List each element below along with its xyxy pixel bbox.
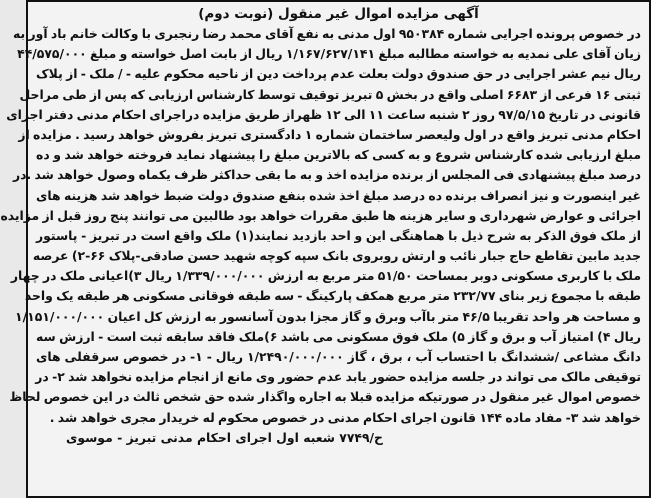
- notice-line: قانونی در تاریخ ۹۷/۵/۱۵ روز ۲ شنبه ساعت ۱۱ الی ۱۲ ظهراز طریق مزایده دراجرای احکام مدنی دفتر اجرای: [6, 106, 641, 122]
- notice-line: اجرائی و عوارض شهرداری و سایر هزینه ها طبق مقررات خواهد بود طالبین می توانند پنج روز قبل از مزایده: [0, 207, 641, 223]
- notice-line: ثبتی ۱۶ فرعی از ۶۶۸۳ اصلی واقع در بخش ۵ تبریز توقیف توسط کارشناس ارزیابی که پس از طی مراحل: [19, 86, 641, 102]
- notice-line: توقیفی مالک می تواند در جلسه مزایده حضور یابد عدم حضور وی مانع از انجام مزایده نخواهد شد ۲- در: [35, 369, 641, 385]
- notice-line: ملک با کاربری مسکونی دوبر بمساحت ۵۱/۵۰ متر مربع به ارزش ۱/۳۳۹/۰۰۰/۰۰۰ ریال ۳)اعیانی ملک در چهار: [10, 268, 641, 284]
- notice-line: جدید مابین تقاطع حاج جبار نائب و ارتش روبروی بانک سپه کوچه شهید حسن صادقی-پلاک ۶۶-۲) عرصه: [32, 248, 641, 264]
- notice-line: از ملک فوق الذکر به شرح ذیل با هماهنگی این و احد بازدید نمایند(۱) ملک واقع است در تبریز - پاستور: [36, 227, 642, 243]
- notice-body: [0, 24, 642, 428]
- notice-line: در خصوص پرونده اجرایی شماره ۹۵۰۳۸۴ اول مدنی به نفع آقای محمد رضا رنجبری با وکالت خانم باد آور به: [13, 26, 641, 41]
- notice-line: درصد مبلغ پیشنهادی فی المجلس از برنده مزایده اخذ و به ما بقی حداکثر ظرف یکماه وصول خواهد شد .در: [12, 167, 641, 183]
- notice-line: ریال ۴) امتیاز آب و برق و گاز ۵) ملک فوق مسکونی می باشد ۶)ملک فاقد سابقه ثبت است - ارزش سه: [36, 328, 642, 344]
- notice-line: غیر اینصورت و نیز انصراف برنده ده درصد مبلغ اخذ شده بنفع صندوق دولت ضبط خواهد شد هزینه های: [36, 187, 641, 203]
- notice-line: خواهد شد ۳- مفاد ماده ۱۴۴ قانون اجرای احکام مدنی در خصوص محکوم له خریدار مجری خواهد شد .: [49, 409, 641, 425]
- notice-signature: ح/۷۷۴۹ شعبه اول اجرای احکام مدنی تبریز - موسوی: [66, 429, 383, 445]
- notice-line: مبلغ ارزیابی شده کارشناس شروع و به کسی که بالاترین مبلغ را پیشنهاد نماید فروخته خواهد شد و ده: [36, 147, 641, 163]
- notice-line: احکام مدنی تبریز واقع در اول ولیعصر ساختمان شماره ۱ دادگستری تبریز بفروش خواهد رسید . مزایده از: [18, 126, 641, 142]
- notice-line: خصوص اموال غیر منقول در صورتیکه مزایده قبلا به اجاره واگذار شده حق شخص ثالث در این خصوص لحاظ: [9, 389, 641, 405]
- notice-title: آگهی مزایده اموال غیر منقول (نوبت دوم): [198, 6, 479, 22]
- notice-line: و مساحت هر واحد تقریبا ۴۶/۵ متر باآب وبرق و گاز مجزا بدون آسانسور به ارزش کل اعیان ۱/۱۵۱/۰۰۰/۰۰۰: [15, 308, 641, 324]
- notice-line: زیان آقای علی نمدیه به خواسته مطالبه مبلغ ۱/۱۶۷/۶۲۷/۱۴۱ ریال از بابت اصل خواسته و مبلغ ۴۴/۵۷۵/۰۰۰: [17, 46, 641, 62]
- notice-line: طبقه با مجموع زیر بنای ۲۳۲/۷۷ متر مربع همکف پارکینگ - سه طبقه فوقانی مسکونی هر طبقه یک واحد: [24, 288, 641, 304]
- notice-line: دانگ مشاعی /ششدانگ با احتساب آب ، برق ، گاز ۱/۲۴۹۰/۰۰۰/۰۰۰ ریال - ۱- در خصوص سرقفلی های: [36, 349, 641, 364]
- notice-line: ریال نیم عشر اجرایی در حق صندوق دولت بعلت عدم پرداخت دین از ناحیه محکوم علیه - / ملک - از پلاک: [36, 66, 641, 82]
